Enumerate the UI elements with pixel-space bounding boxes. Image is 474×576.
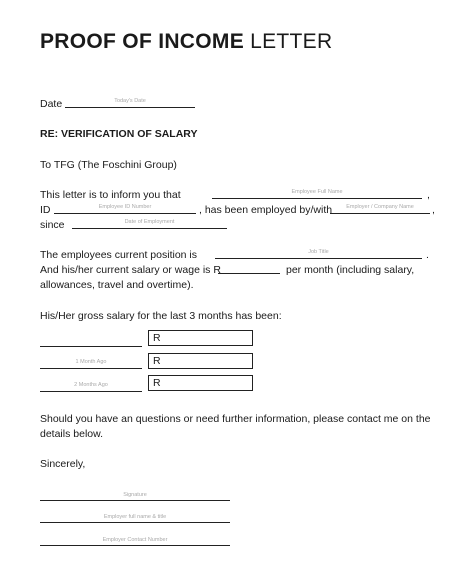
- id-label: ID: [40, 204, 51, 216]
- employee-id-hint: Employee ID Number: [98, 204, 152, 210]
- employee-name-hint: Employee Full Name: [291, 189, 343, 195]
- date-label: Date: [40, 98, 63, 110]
- employer-name-hint: Employer / Company Name: [346, 204, 414, 210]
- page-title: [40, 30, 332, 54]
- subject-line: RE: VERIFICATION OF SALARY: [40, 128, 198, 140]
- period-mark: .: [426, 249, 429, 261]
- salary-field[interactable]: [218, 273, 280, 274]
- closing: Sincerely,: [40, 458, 86, 470]
- allowances-text: allowances, travel and overtime).: [40, 279, 194, 291]
- comma-2: ,: [432, 204, 435, 216]
- inform-text: This letter is to inform you that: [40, 189, 181, 201]
- month-line-3[interactable]: [40, 391, 142, 392]
- comma-1: ,: [427, 189, 430, 201]
- employment-date-field[interactable]: [72, 228, 227, 229]
- date-field[interactable]: [65, 107, 195, 108]
- salary-text-a: And his/her current salary or wage is R: [40, 264, 221, 276]
- since-label: since: [40, 219, 65, 231]
- job-title-hint: Job Title: [308, 249, 329, 255]
- title-light: LETTER: [250, 30, 333, 53]
- month-hint-2: 1 Month Ago: [75, 359, 107, 365]
- salary-box-3[interactable]: R: [148, 375, 253, 391]
- month-hint-3: 2 Months Ago: [74, 382, 108, 388]
- salary-text-b: per month (including salary,: [286, 264, 415, 276]
- employer-title-field[interactable]: [40, 522, 230, 523]
- employer-name-field[interactable]: [330, 213, 430, 214]
- month-line-2[interactable]: [40, 368, 142, 369]
- gross-intro: His/Her gross salary for the last 3 months has been:: [40, 310, 282, 322]
- salary-box-1[interactable]: R: [148, 330, 253, 346]
- signature-hint: Signature: [123, 492, 147, 498]
- contact-line-1: Should you have an questions or need further information, please contact me on the: [40, 413, 431, 425]
- employee-name-field[interactable]: [212, 198, 422, 199]
- date-hint: Today's Date: [114, 98, 146, 104]
- month-line-1[interactable]: [40, 346, 142, 347]
- employer-contact-hint: Employer Contact Number: [102, 537, 168, 543]
- employment-date-hint: Date of Employment: [124, 219, 175, 225]
- employee-id-field[interactable]: [54, 213, 196, 214]
- position-text: The employees current position is: [40, 249, 197, 261]
- job-title-field[interactable]: [215, 258, 422, 259]
- employed-text: , has been employed by/with: [199, 204, 333, 216]
- title-bold: PROOF OF INCOME: [40, 30, 244, 53]
- salary-box-2[interactable]: R: [148, 353, 253, 369]
- employer-contact-field[interactable]: [40, 545, 230, 546]
- contact-line-2: details below.: [40, 428, 104, 440]
- signature-field[interactable]: [40, 500, 230, 501]
- recipient-line: To TFG (The Foschini Group): [40, 159, 177, 171]
- employer-title-hint: Employer full name & title: [103, 514, 167, 520]
